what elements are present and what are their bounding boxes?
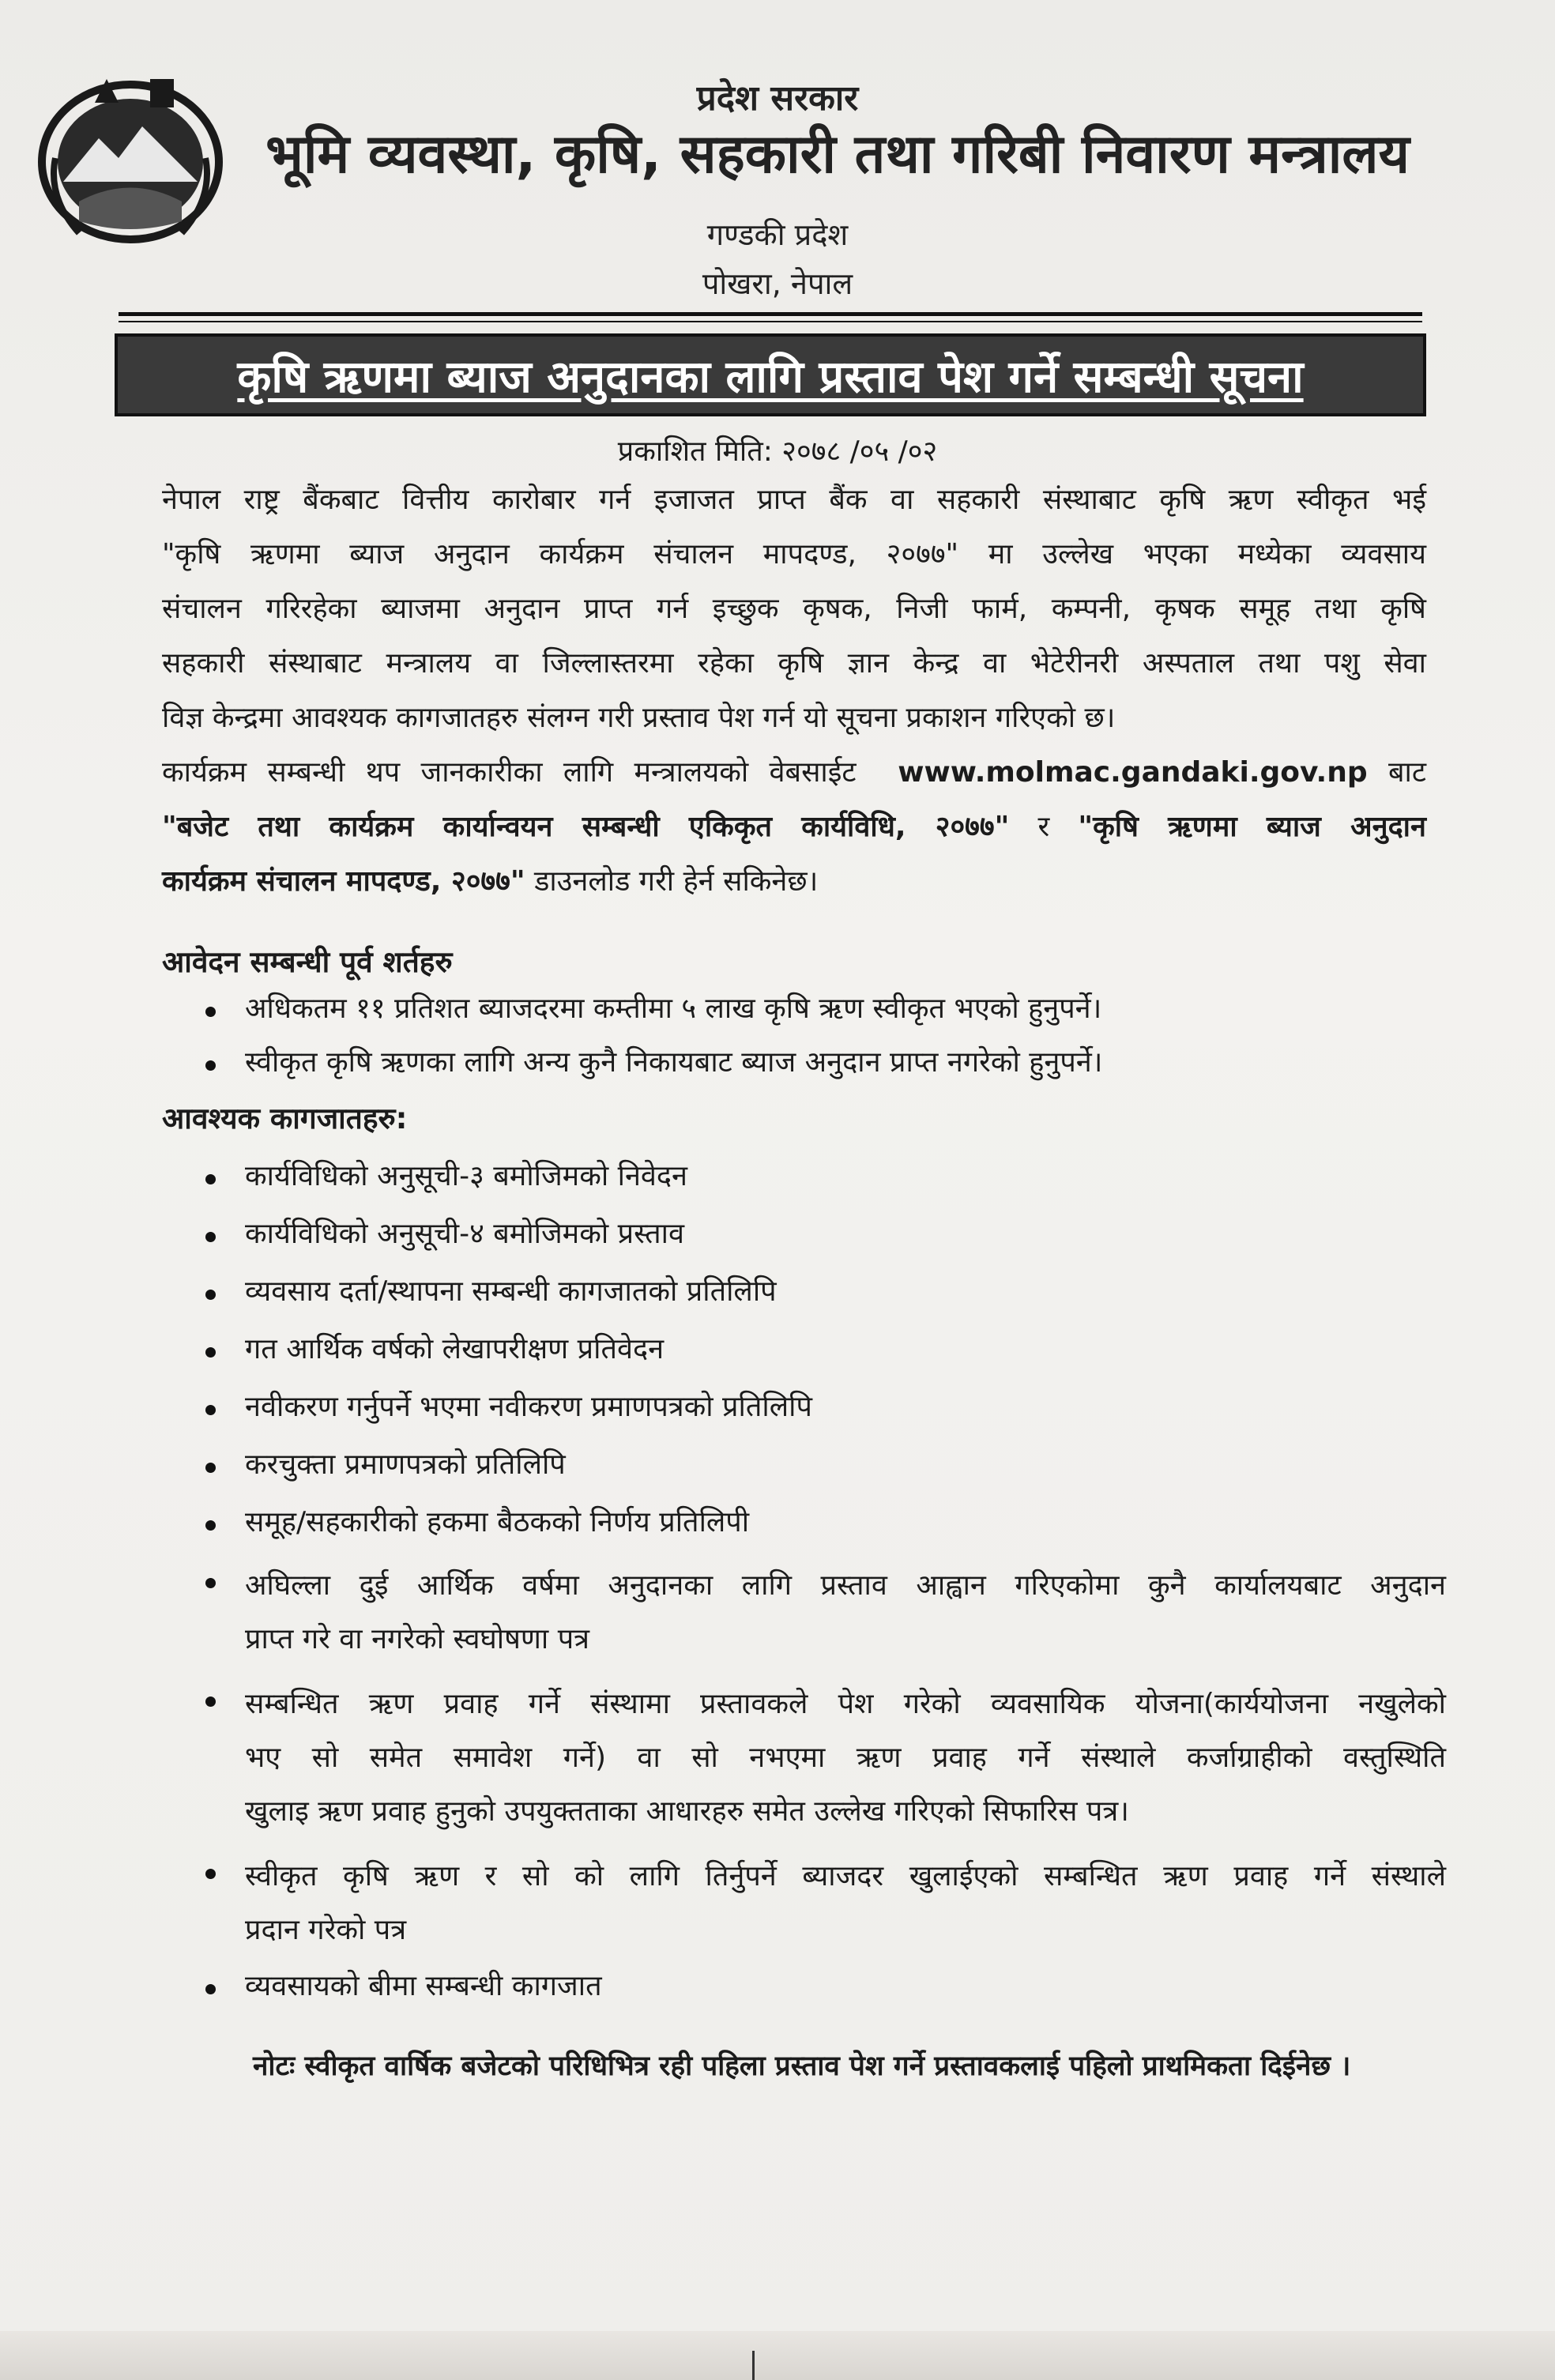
list-item bbox=[198, 1850, 1446, 1965]
body-line: विज्ञ केन्द्रमा आवश्यक कागजातहरु संलग्न गरी प्रस्ताव पेश गर्न यो सूचना प्रकाशन गरिएको छ। bbox=[162, 702, 1116, 734]
preconditions-heading: आवेदन सम्बन्धी पूर्व शर्तहरु bbox=[162, 945, 453, 979]
list-item-line: अघिल्ला दुई आर्थिक वर्षमा अनुदानका लागि प्रस्ताव आह्वान गरिएकोमा कुनै कार्यालयबाट अनुदान bbox=[245, 1569, 1446, 1602]
standard-title-cont: कार्यक्रम संचालन मापदण्ड, २०७७" bbox=[162, 865, 525, 898]
divider bbox=[119, 312, 1422, 316]
body-text: बाट bbox=[1387, 756, 1426, 789]
page-bottom-edge bbox=[0, 2331, 1555, 2380]
body-text: र bbox=[1037, 811, 1050, 843]
list-item: स्वीकृत कृषि ऋणका लागि अन्य कुनै निकायबाट ब्याज अनुदान प्राप्त नगरेको हुनुपर्ने। bbox=[198, 1041, 1446, 1095]
body-line bbox=[162, 854, 1426, 909]
body-line bbox=[162, 800, 1426, 854]
list-item: अधिकतम ११ प्रतिशत ब्याजदरमा कम्तीमा ५ लाख कृषि ऋण स्वीकृत भएको हुनुपर्ने। bbox=[198, 988, 1446, 1041]
list-item bbox=[198, 1678, 1446, 1850]
list-item-line: भए सो समेत समावेश गर्ने) वा सो नभएमा ऋण प्रवाह गर्ने संस्थाले कर्जाग्राहीको वस्तुस्थिति bbox=[245, 1742, 1446, 1774]
list-item-line: स्वीकृत कृषि ऋण र सो को लागि तिर्नुपर्ने ब्याजदर खुलाईएको सम्बन्धित ऋण प्रवाह गर्ने संस्थाले bbox=[245, 1860, 1446, 1892]
body-line bbox=[162, 745, 1426, 800]
header-government: प्रदेश सरकार bbox=[696, 78, 859, 119]
divider bbox=[119, 321, 1422, 322]
notice-title-banner bbox=[115, 333, 1426, 416]
list-item-line: खुलाइ ऋण प्रवाह हुनुको उपयुक्तताका आधारहरु समेत उल्लेख गरिएको सिफारिस पत्र। bbox=[245, 1795, 1129, 1828]
body-line: सहकारी संस्थाबाट मन्त्रालय वा जिल्लास्तरमा रहेका कृषि ज्ञान केन्द्र वा भेटेरीनरी अस्पताल तथा पशु सेवा bbox=[162, 647, 1426, 680]
notice-body bbox=[162, 473, 1426, 909]
list-item-line: प्राप्त गरे वा नगरेको स्वघोषणा पत्र bbox=[245, 1623, 590, 1655]
list-item: करचुक्ता प्रमाणपत्रको प्रतिलिपि bbox=[198, 1444, 1446, 1501]
list-item: व्यवसाय दर्ता/स्थापना सम्बन्धी कागजातको प्रतिलिपि bbox=[198, 1271, 1446, 1328]
documents-heading: आवश्यक कागजातहरु: bbox=[162, 1102, 408, 1135]
list-item: व्यवसायको बीमा सम्बन्धी कागजात bbox=[198, 1965, 1446, 2019]
body-text: कार्यक्रम सम्बन्धी थप जानकारीका लागि मन्त्रालयको वेबसाईट bbox=[162, 756, 857, 789]
documents-list bbox=[198, 1155, 1446, 2019]
list-item: कार्यविधिको अनुसूची-४ बमोजिमको प्रस्ताव bbox=[198, 1213, 1446, 1271]
list-item: समूह/सहकारीको हकमा बैठकको निर्णय प्रतिलिपी bbox=[198, 1501, 1446, 1559]
published-date: प्रकाशित मिति: २०७८ /०५ /०२ bbox=[617, 435, 938, 468]
list-item: गत आर्थिक वर्षको लेखापरीक्षण प्रतिवेदन bbox=[198, 1328, 1446, 1386]
body-line: नेपाल राष्ट्र बैंकबाट वित्तीय कारोबार गर्न इजाजत प्राप्त बैंक वा सहकारी संस्थाबाट कृषि ऋण स्वीकृत भई bbox=[162, 484, 1426, 516]
list-item-line: प्रदान गरेको पत्र bbox=[245, 1914, 407, 1946]
body-line: संचालन गरिरहेका ब्याजमा अनुदान प्राप्त गर्न इच्छुक कृषक, निजी फार्म, कम्पनी, कृषक समूह तथा कृषि bbox=[162, 593, 1426, 625]
note-text: नोटः स्वीकृत वार्षिक बजेटको परिधिभित्र रही पहिला प्रस्ताव पेश गर्ने प्रस्तावकलाई पहिलो प्राथमिकता दिईनेछ । bbox=[253, 2050, 1351, 2082]
header-city: पोखरा, नेपाल bbox=[702, 266, 853, 301]
header-province: गण्डकी प्रदेश bbox=[706, 217, 849, 252]
guideline-title: "बजेट तथा कार्यक्रम कार्यान्वयन सम्बन्धी एकिकृत कार्यविधि, २०७७" bbox=[162, 811, 1010, 843]
standard-title: "कृषि ऋणमा ब्याज अनुदान bbox=[1078, 811, 1426, 843]
list-item: नवीकरण गर्नुपर्ने भएमा नवीकरण प्रमाणपत्रको प्रतिलिपि bbox=[198, 1386, 1446, 1444]
header-ministry: भूमि व्यवस्था, कृषि, सहकारी तथा गरिबी निवारण मन्त्रालय bbox=[265, 123, 1410, 186]
preconditions-list bbox=[198, 988, 1446, 1095]
website-link[interactable]: www.molmac.gandaki.gov.np bbox=[898, 756, 1368, 789]
body-line: "कृषि ऋणमा ब्याज अनुदान कार्यक्रम संचालन मापदण्ड, २०७७" मा उल्लेख भएका मध्येका व्यवसाय bbox=[162, 538, 1426, 571]
list-item-line: सम्बन्धित ऋण प्रवाह गर्ने संस्थामा प्रस्तावकले पेश गरेको व्यवसायिक योजना(कार्ययोजना नखुलेको bbox=[245, 1688, 1446, 1720]
list-item: कार्यविधिको अनुसूची-३ बमोजिमको निवेदन bbox=[198, 1155, 1446, 1213]
notice-title: कृषि ऋणमा ब्याज अनुदानका लागि प्रस्ताव पेश गर्ने सम्बन्धी सूचना bbox=[237, 351, 1304, 403]
body-text: डाउनलोड गरी हेर्न सकिनेछ। bbox=[534, 865, 819, 898]
fold-mark bbox=[752, 2351, 755, 2380]
list-item bbox=[198, 1559, 1446, 1678]
